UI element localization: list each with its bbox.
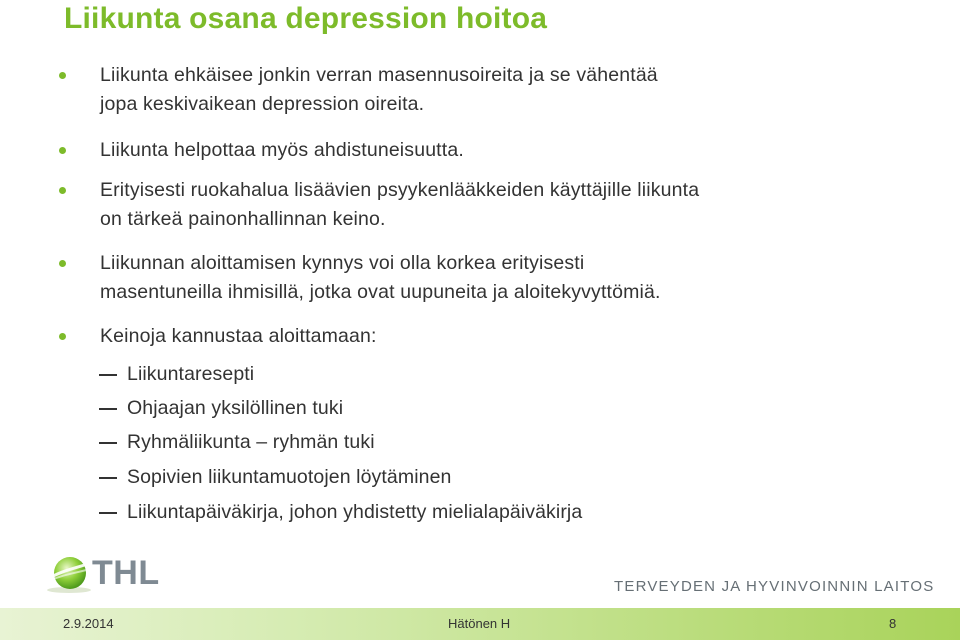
sub-item-label: Ryhmäliikunta – ryhmän tuki [127, 431, 375, 453]
sub-item-label: Ohjaajan yksilöllinen tuki [127, 397, 344, 419]
bullet-line: Erityisesti ruokahalua lisäävien psyykenlääkkeiden käyttäjille liikunta [100, 179, 700, 201]
footer-author: Hätönen H [448, 616, 511, 631]
bullet-line: Liikunnan aloittamisen kynnys voi olla korkea erityisesti [100, 252, 585, 274]
bullet-dot-icon [59, 187, 66, 194]
bullet-item [100, 322, 900, 351]
bullet-item [100, 176, 900, 234]
bullet-item [100, 249, 900, 307]
sub-item-label: Liikuntaresepti [127, 363, 255, 385]
sub-list-item [127, 499, 887, 525]
bullet-line: Liikunta helpottaa myös ahdistuneisuutta. [100, 139, 464, 161]
bullet-line: masentuneilla ihmisillä, jotka ovat uupuneita ja aloitekyvyttömiä. [100, 281, 661, 303]
page-number: 8 [889, 616, 897, 631]
dash-icon [99, 408, 117, 410]
sub-list-item [127, 361, 887, 387]
bullet-item [100, 136, 900, 165]
sub-list-item [127, 464, 887, 490]
footer-date: 2.9.2014 [63, 616, 114, 631]
bullet-line: on tärkeä painonhallinnan keino. [100, 208, 386, 230]
bullet-line: Keinoja kannustaa aloittamaan: [100, 325, 377, 347]
organization-name: TERVEYDEN JA HYVINVOINNIN LAITOS [614, 578, 935, 595]
bullet-dot-icon [59, 260, 66, 267]
logo-text: THL [92, 554, 160, 592]
bullet-dot-icon [59, 72, 66, 79]
footer-bar [0, 608, 960, 640]
bullet-item [100, 61, 900, 119]
bullet-dot-icon [59, 147, 66, 154]
dash-icon [99, 477, 117, 479]
bullet-dot-icon [59, 333, 66, 340]
dash-icon [99, 442, 117, 444]
dash-icon [99, 512, 117, 514]
sub-item-label: Liikuntapäiväkirja, johon yhdistetty mielialapäiväkirja [127, 501, 583, 523]
sub-list-item [127, 429, 887, 455]
sub-item-label: Sopivien liikuntamuotojen löytäminen [127, 466, 452, 488]
sub-list-item [127, 395, 887, 421]
bullet-line: Liikunta ehkäisee jonkin verran masennusoireita ja se vähentää [100, 64, 658, 86]
slide-title: Liikunta osana depression hoitoa [64, 2, 548, 35]
dash-icon [99, 374, 117, 376]
bullet-line: jopa keskivaikean depression oireita. [100, 93, 425, 115]
